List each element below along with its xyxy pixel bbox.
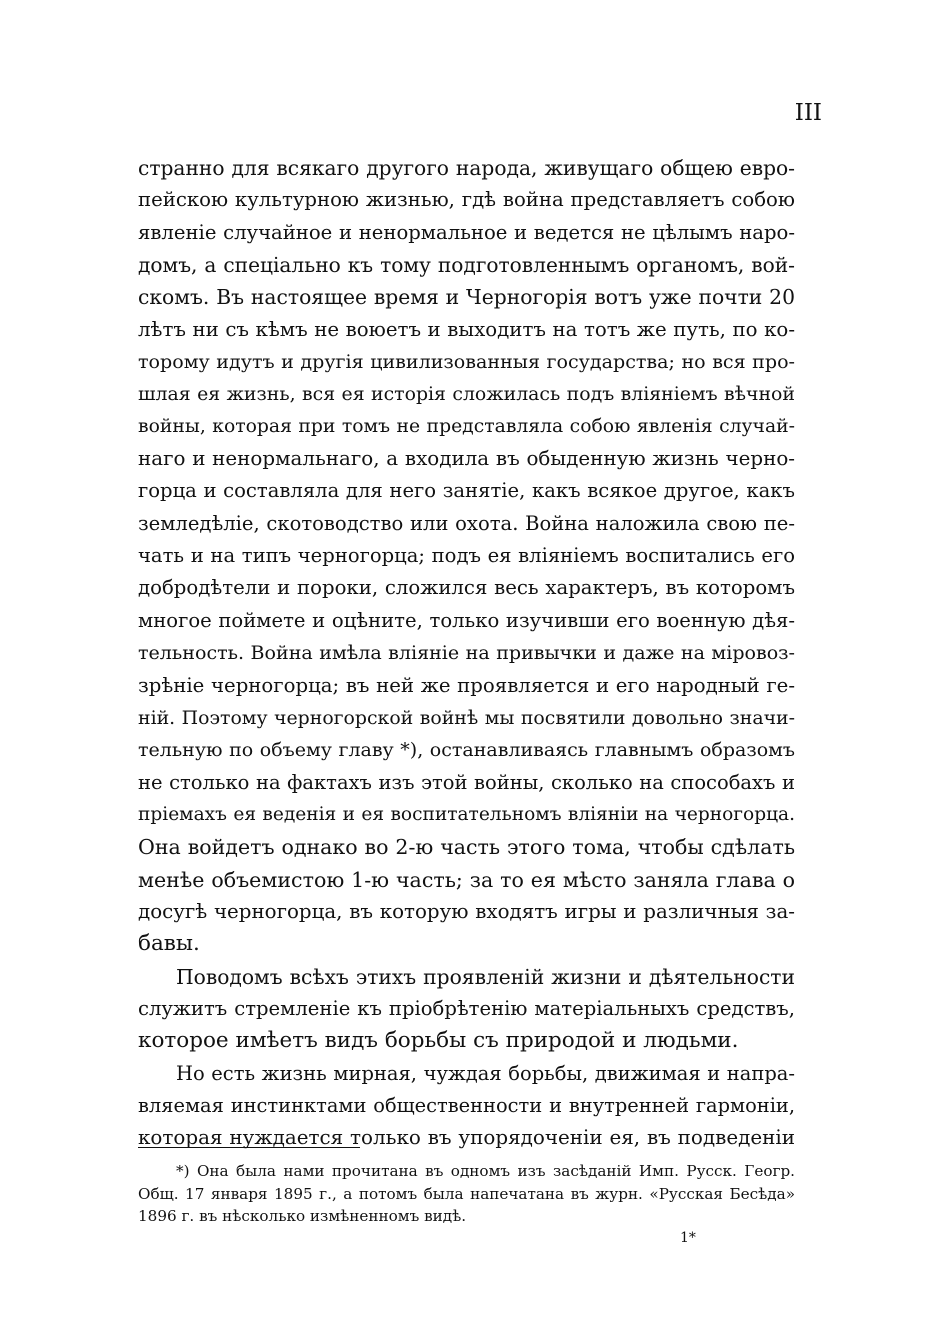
footnote [138,1160,795,1228]
text-line: не столько на фактахъ изъ этой войны, сколько на способахъ и [138,770,795,794]
text-line: тельную по объему главу *), останавливаясь главнымъ образомъ [138,739,795,762]
text-line: домъ, а спеціально къ тому подготовленнымъ органомъ, вой- [138,253,795,278]
text-line: менѣе объемистою 1-ю часть; за то ея мѣсто заняла глава о [138,867,795,892]
footnote-line: *) Она была нами прочитана въ одномъ изъ засѣданій Имп. Русск. Геогр. [176,1162,795,1180]
footnote-divider [138,1147,360,1148]
text-line: явленіе случайное и ненормальное и ведется не цѣлымъ наро- [138,220,795,244]
text-line: пейскою культурною жизнью, гдѣ война представляетъ собою [138,188,795,212]
text-line: бавы. [138,931,200,957]
text-line: Поводомъ всѣхъ этихъ проявленій жизни и дѣятельности [176,964,795,989]
text-line: Она войдетъ однако во 2-ю часть этого тома, чтобы сдѣлать [138,835,795,860]
text-line: зрѣніе черногорца; въ ней же проявляется и его народный ге- [138,673,795,697]
text-line: добродѣтели и пороки, сложился весь характеръ, въ которомъ [138,576,795,600]
footnote-line: Общ. 17 января 1895 г., а потомъ была напечатана въ журн. «Русская Бесѣда» [138,1184,795,1203]
text-line: которое имѣетъ видъ борьбы съ природой и людьми. [138,1028,739,1054]
text-line: торому идутъ и другія цивилизованныя государства; но вся про- [138,351,795,374]
text-line: скомъ. Въ настоящее время и Черногорія вотъ уже почти 20 [138,285,795,310]
text-line: Но есть жизнь мирная, чуждая борьбы, движимая и напра- [176,1061,795,1085]
text-line: лѣтъ ни съ кѣмъ не воюетъ и выходитъ на тотъ же путь, по ко- [138,317,795,341]
text-line: чать и на типъ черногорца; подъ ея вліяніемъ воспитались его [138,544,795,568]
footnote-line: 1896 г. въ нѣсколько измѣненномъ видѣ. [138,1207,467,1225]
text-line: которая нуждается только въ упорядоченіи ея, въ подведеніи [138,1126,795,1150]
text-line: земледѣліе, скотоводство или охота. Война наложила свою пе- [138,511,795,535]
body-text [138,152,795,1155]
text-line: наго и ненормальнаго, а входила въ обыденную жизнь черно- [138,447,795,471]
text-line: войны, которая при томъ не представляла собою явленія случай- [138,415,795,437]
text-line: шлая ея жизнь, вся ея исторія сложилась подъ вліяніемъ вѣчной [138,383,795,406]
text-line: ній. Поэтому черногорской войнѣ мы посвятили довольно значи- [138,706,795,729]
text-line: многое поймете и оцѣните, только изучивши его военную дѣя- [138,608,795,632]
text-line: тельность. Война имѣла вліяніе на привычки и даже на міровоз- [138,642,795,665]
text-line: служитъ стремленіе къ пріобрѣтенію матеріальныхъ средствъ, [138,996,795,1020]
text-line: вляемая инстинктами общественности и внутренней гармоніи, [138,1093,795,1117]
signature-mark: 1* [680,1230,696,1246]
text-line: горца и составляла для него занятіе, какъ всякое другое, какъ [138,479,795,503]
page-number: III [794,100,822,126]
text-line: досугѣ черногорца, въ которую входятъ игры и различныя за- [138,899,795,923]
text-line: пріемахъ ея веденія и ея воспитательномъ вліяніи на черногорца. [138,803,795,825]
text-line: странно для всякаго другого народа, живущаго общею евро- [138,156,795,180]
